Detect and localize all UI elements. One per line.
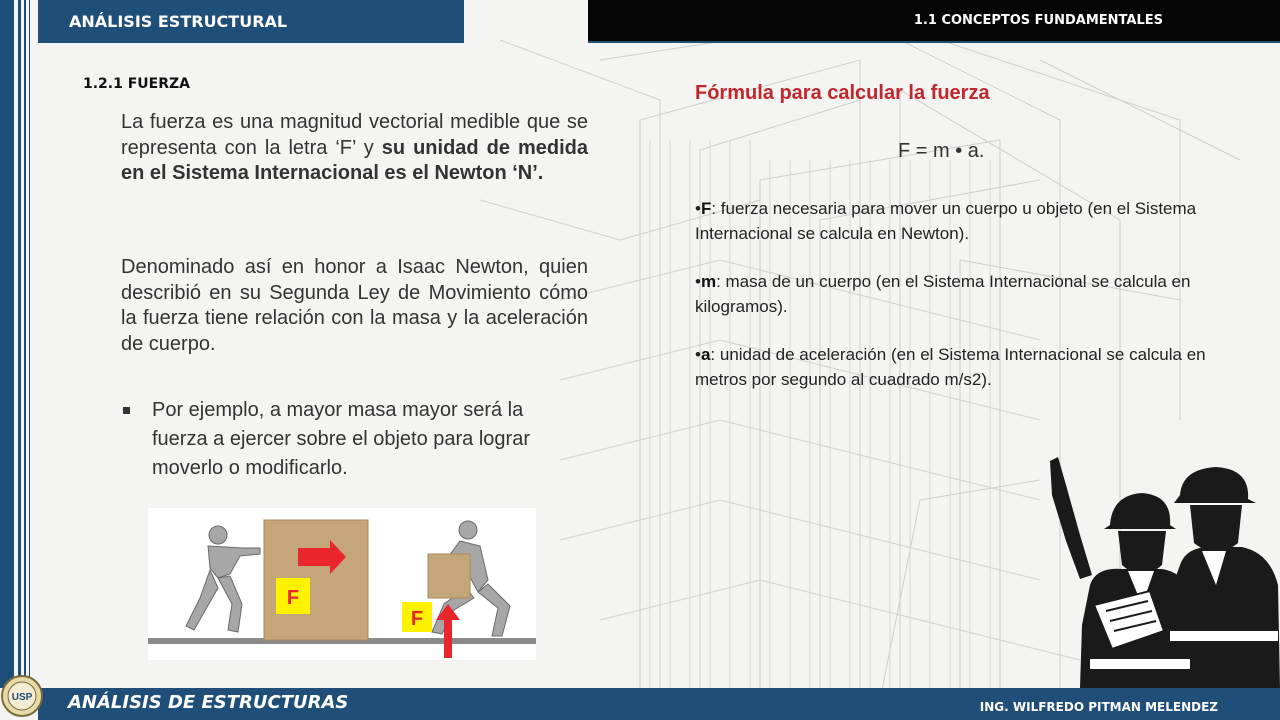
force-definition-text: La fuerza es una magnitud vectorial medible que se representa con la letra ‘F’ y <box>121 111 588 159</box>
formula-title: Fórmula para calcular la fuerza <box>695 82 990 104</box>
definition-term: a <box>700 345 711 364</box>
university-logo-icon <box>0 668 44 720</box>
header-right-title: 1.1 CONCEPTOS FUNDAMENTALES <box>588 0 1280 43</box>
pushing-person <box>186 526 260 632</box>
engineers-illustration <box>1030 455 1280 688</box>
newton-paragraph: Denominado así en honor a Isaac Newton, quien describió en su Segunda Ley de Movimiento cómo la fuerza tiene relación con la masa y la aceleración de cuerpo. <box>121 256 588 355</box>
definition-acceleration <box>695 342 1225 392</box>
definition-bullet: • <box>695 272 701 291</box>
definition-term: m <box>700 272 717 291</box>
force-label-2: F <box>410 608 424 630</box>
definition-bullet: • <box>695 345 701 364</box>
force-formula: F = m • a. <box>898 140 985 162</box>
force-label-1: F <box>286 587 300 609</box>
list-item <box>123 396 573 483</box>
definition-force <box>695 196 1225 246</box>
header-left-title: ANÁLISIS ESTRUCTURAL <box>38 0 464 43</box>
example-bullet-list <box>123 396 573 483</box>
definition-text: : unidad de aceleración (en el Sistema Internacional se calcula en metros por segundo al cuadrado m/s2). <box>695 345 1206 389</box>
force-definition-paragraph <box>121 110 588 187</box>
small-box <box>428 554 470 598</box>
footer-author: ING. WILFREDO PITMAN MELENDEZ <box>979 700 1218 714</box>
example-text: Por ejemplo, a mayor masa mayor será la fuerza a ejercer sobre el objeto para lograr moverlo o modificarlo. <box>152 399 530 479</box>
variable-definitions <box>695 196 1225 415</box>
definition-text: : fuerza necesaria para mover un cuerpo u objeto (en el Sistema Internacional se calcula en Newton). <box>695 199 1197 243</box>
footer-course-title: ANÁLISIS DE ESTRUCTURAS <box>68 692 349 713</box>
side-stripes-decoration <box>0 0 48 688</box>
definition-term: F <box>700 199 712 218</box>
definition-mass <box>695 269 1225 319</box>
logo-text: USP <box>11 692 33 703</box>
force-illustration <box>148 508 536 660</box>
square-bullet-icon <box>123 407 130 414</box>
definition-bullet: • <box>695 199 701 218</box>
push-lift-drawing <box>148 508 536 660</box>
definition-text: : masa de un cuerpo (en el Sistema Internacional se calcula en kilogramos). <box>695 272 1191 316</box>
force-unit-text: su unidad de medida en el Sistema Internacional es el Newton ‘N’. <box>121 136 588 184</box>
section-label: 1.2.1 FUERZA <box>83 76 190 92</box>
